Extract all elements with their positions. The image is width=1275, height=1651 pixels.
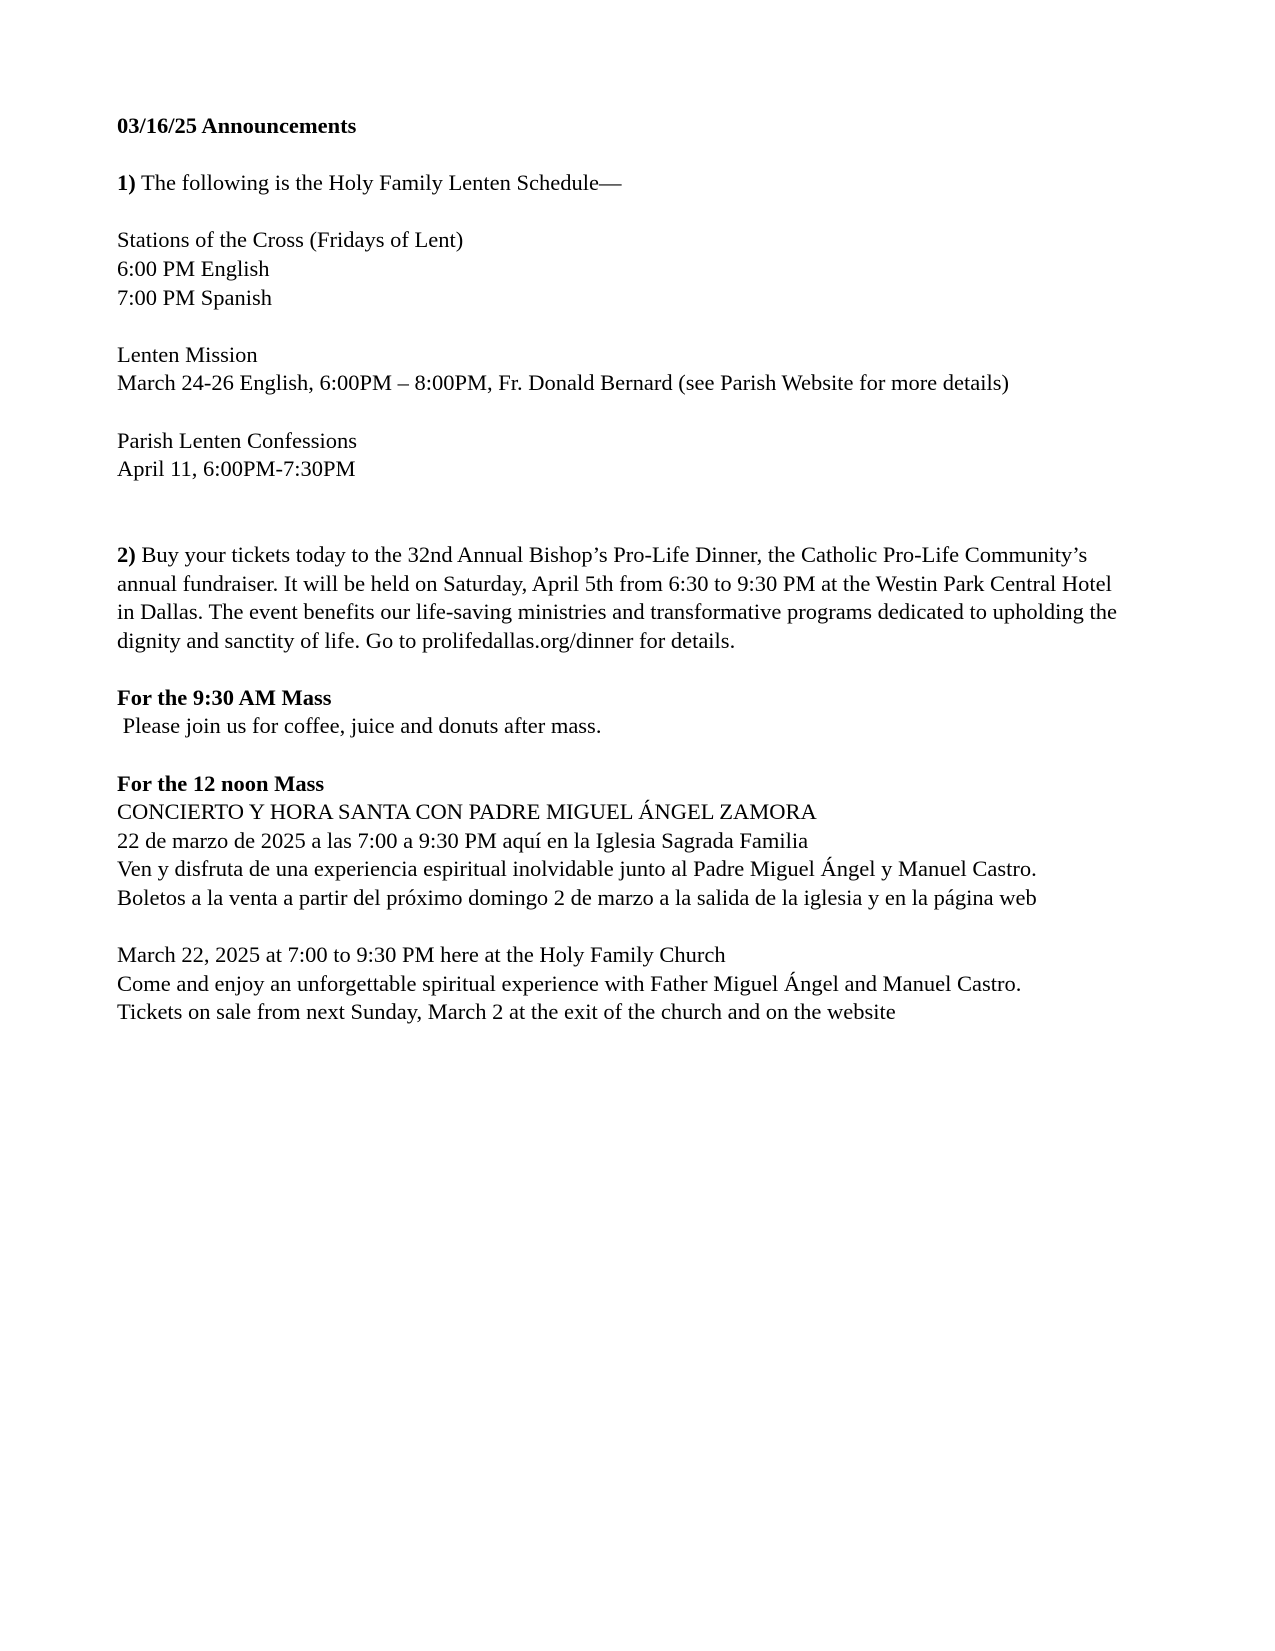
mission-line: March 24-26 English, 6:00PM – 8:00PM, Fr. Donald Bernard (see Parish Website for more details) xyxy=(117,370,1010,396)
mass12-heading: For the 12 noon Mass xyxy=(117,770,325,796)
spacer xyxy=(117,655,1197,684)
item2-number: 2) xyxy=(117,541,136,567)
mass12-spanish-line-1: CONCIERTO Y HORA SANTA CON PADRE MIGUEL ÁNGEL ZAMORA xyxy=(117,799,817,825)
confessions-line: April 11, 6:00PM-7:30PM xyxy=(117,456,356,482)
spacer xyxy=(117,913,1197,942)
item1-intro-text: The following is the Holy Family Lenten Schedule— xyxy=(135,170,622,196)
spacer xyxy=(117,198,1197,227)
stations-heading: Stations of the Cross (Fridays of Lent) xyxy=(117,227,464,253)
mass12-spanish-line-3: Ven y disfruta de una experiencia espiritual inolvidable junto al Padre Miguel Ángel y Manuel Castro. xyxy=(117,856,1037,882)
item2-text: Buy your tickets today to the 32nd Annual Bishop’s Pro-Life Dinner, the Catholic Pro-Life Community’s annual fundraiser. It will be held on Saturday, April 5th from 6:30 to 9:30 PM at the Westin Park Central Hotel in Dallas. The event benefits our life-saving ministries and transformative programs dedicated to upholding the dignity and sanctity of life. Go to prolifedallas.org/dinner for details. xyxy=(117,541,1117,653)
confessions-heading: Parish Lenten Confessions xyxy=(117,427,357,453)
spacer xyxy=(117,741,1197,770)
item1-intro xyxy=(117,169,1197,198)
spacer xyxy=(117,312,1197,341)
mass12-spanish-line-4: Boletos a la venta a partir del próximo domingo 2 de marzo a la salida de la iglesia y en la página web xyxy=(117,885,1037,911)
mass12-english-line-3: Tickets on sale from next Sunday, March 2 at the exit of the church and on the website xyxy=(117,999,896,1025)
spacer xyxy=(117,141,1197,170)
spacer xyxy=(117,398,1197,427)
mass930-heading: For the 9:30 AM Mass xyxy=(117,684,332,710)
mass12-english-line-2: Come and enjoy an unforgettable spiritual experience with Father Miguel Ángel and Manuel Castro. xyxy=(117,970,1022,996)
stations-line-spanish: 7:00 PM Spanish xyxy=(117,284,273,310)
mission-heading: Lenten Mission xyxy=(117,341,258,367)
mass930-text: Please join us for coffee, juice and donuts after mass. xyxy=(117,713,602,739)
spacer xyxy=(117,484,1197,541)
mass12-english-line-1: March 22, 2025 at 7:00 to 9:30 PM here at the Holy Family Church xyxy=(117,942,726,968)
item1-number: 1) xyxy=(117,170,136,196)
document-page xyxy=(117,112,1197,1027)
stations-line-english: 6:00 PM English xyxy=(117,255,270,281)
document-title: 03/16/25 Announcements xyxy=(117,113,357,138)
item2-paragraph xyxy=(117,541,1127,655)
mass12-spanish-line-2: 22 de marzo de 2025 a las 7:00 a 9:30 PM aquí en la Iglesia Sagrada Familia xyxy=(117,827,809,853)
